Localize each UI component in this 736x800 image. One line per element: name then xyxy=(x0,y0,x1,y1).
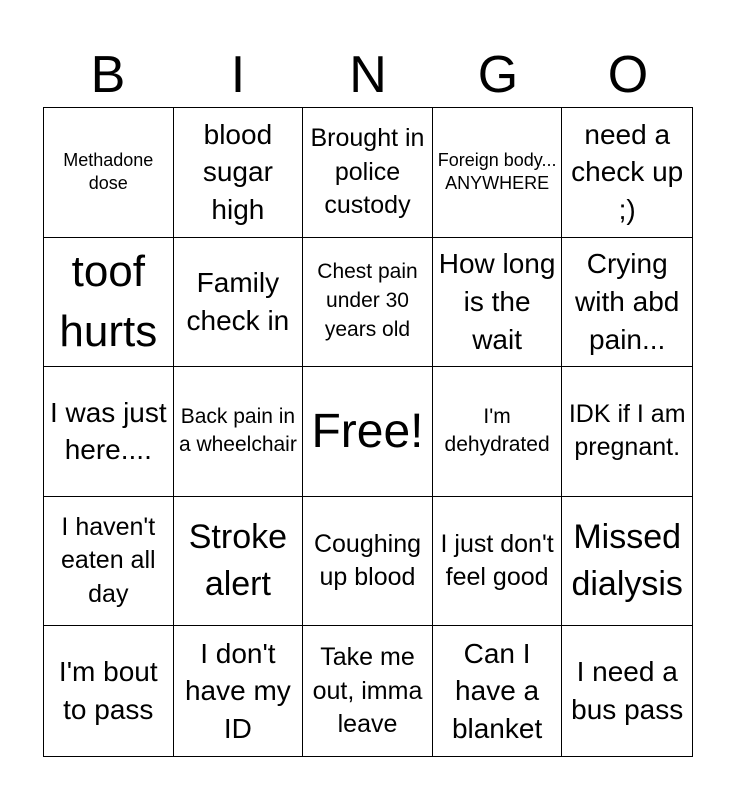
bingo-cell[interactable]: Can I have a blanket xyxy=(433,626,563,756)
bingo-cell[interactable]: toof hurts xyxy=(44,238,174,368)
bingo-cell[interactable]: Foreign body... ANYWHERE xyxy=(433,108,563,238)
bingo-cell[interactable]: Crying with abd pain... xyxy=(562,238,692,368)
bingo-cell[interactable]: Chest pain under 30 years old xyxy=(303,238,433,368)
header-letter-i: I xyxy=(230,46,246,104)
bingo-cell[interactable]: Back pain in a wheelchair xyxy=(174,367,304,497)
bingo-cell[interactable]: I need a bus pass xyxy=(571,656,684,726)
bingo-cell[interactable]: IDK if I am pregnant. xyxy=(562,367,692,497)
bingo-cell[interactable]: I'm dehydrated xyxy=(433,367,563,497)
bingo-cell[interactable]: I was just here.... xyxy=(44,367,174,497)
bingo-cell[interactable]: need a check up ;) xyxy=(562,108,692,238)
bingo-cell[interactable]: I don't have my ID xyxy=(174,626,304,756)
bingo-cell[interactable]: Stroke alert xyxy=(174,497,304,627)
header-letter-o: O xyxy=(607,46,649,104)
bingo-cell[interactable]: Coughing up blood xyxy=(303,497,433,627)
bingo-cell[interactable]: Family check in xyxy=(174,238,304,368)
bingo-cell[interactable]: Methadone dose xyxy=(44,108,174,238)
free-space-cell[interactable]: Free! xyxy=(303,367,433,497)
bingo-header xyxy=(43,44,693,106)
bingo-cell[interactable]: blood sugar high xyxy=(174,108,304,238)
bingo-cell[interactable]: How long is the wait xyxy=(433,238,563,368)
bingo-cell[interactable]: Brought in police custody xyxy=(303,108,433,238)
bingo-cell[interactable]: I haven't eaten all day xyxy=(44,497,174,627)
header-letter-b: B xyxy=(90,46,126,104)
header-letter-g: G xyxy=(477,46,519,104)
bingo-cell[interactable]: Missed dialysis xyxy=(562,497,692,627)
bingo-cell[interactable]: I'm bout to pass xyxy=(44,626,174,756)
bingo-card-grid xyxy=(43,107,693,757)
bingo-cell[interactable]: Take me out, imma leave xyxy=(303,626,433,756)
header-letter-n: N xyxy=(349,46,387,104)
bingo-cell[interactable]: I just don't feel good xyxy=(433,497,563,627)
